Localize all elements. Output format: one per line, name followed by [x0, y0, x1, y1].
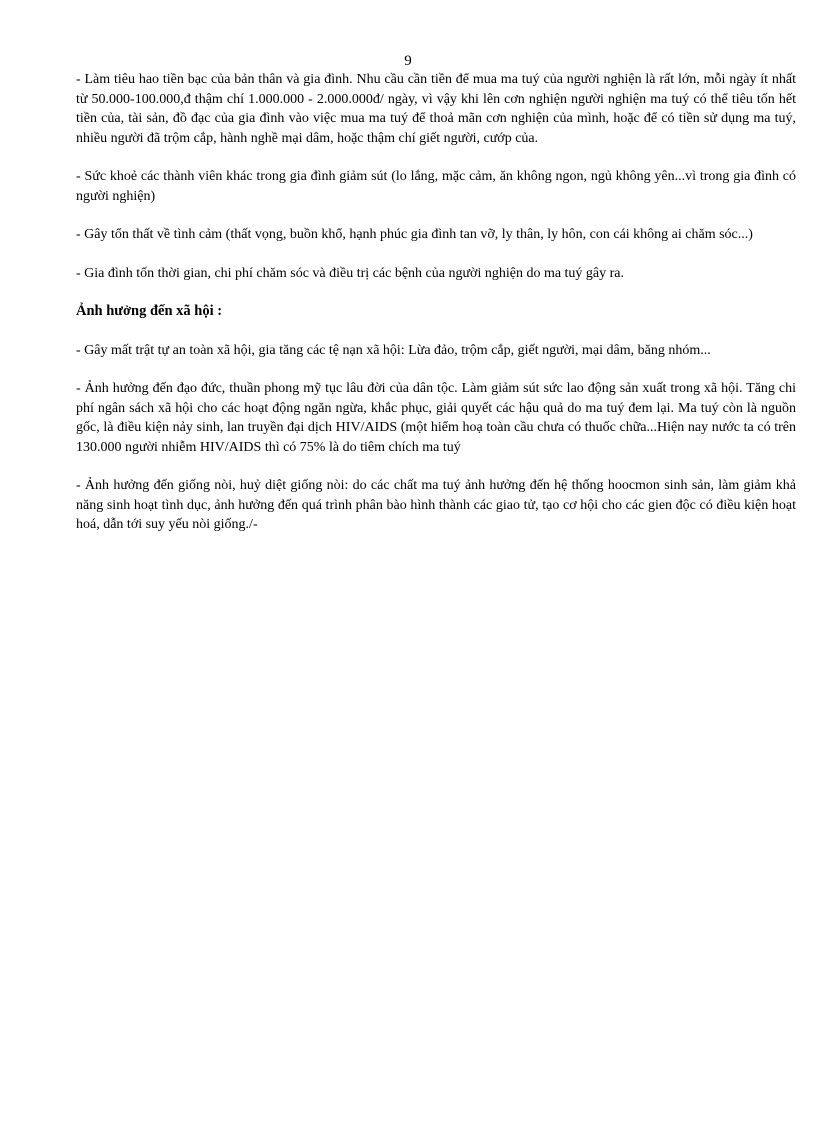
section-heading-social-impact: Ảnh hưởng đến xã hội :: [76, 303, 223, 319]
paragraph-care-cost: - Gia đình tốn thời gian, chi phí chăm sóc và điều trị các bệnh của người nghiện do ma tuý gây ra.: [76, 265, 625, 281]
paragraph-emotional-loss: - Gây tổn thất về tình cảm (thất vọng, buồn khổ, hạnh phúc gia đình tan vỡ, ly thân, ly hôn, con cái không ai chăm sóc...): [76, 227, 753, 242]
paragraph-social-order: - Gây mất trật tự an toàn xã hội, gia tăng các tệ nạn xã hội: Lừa đảo, trộm cắp, giết người, mại dâm, băng nhóm...: [76, 342, 711, 358]
document-body: [76, 70, 796, 554]
page-number: 9: [404, 53, 412, 69]
paragraph-heredity: - Ảnh hưởng đến giống nòi, huỷ diệt giống nòi: do các chất ma tuý ảnh hưởng đến hệ thống hoocmon sinh sản, làm giảm khả năng sinh hoạt tình dục, ảnh hưởng đến quá trình phân bào hình thành các giao tử, tạo cơ hội cho các gien độc có điều kiện hoạt hoá, dẫn tới suy yếu nòi giống./-: [76, 478, 796, 532]
paragraph-morality: - Ảnh hưởng đến đạo đức, thuần phong mỹ tục lâu đời của dân tộc. Làm giảm sút sức lao động sản xuất trong xã hội. Tăng chi phí ngân sách xã hội cho các hoạt động ngăn ngừa, khắc phục, giải quyết các hậu quả do ma tuý đem lại. Ma tuý còn là nguồn gốc, là điều kiện nảy sinh, lan truyền đại dịch HIV/AIDS (một hiểm hoạ toàn cầu chưa có thuốc chữa...Hiện nay nước ta có trên 130.000 người nhiễm HIV/AIDS thì có 75% là do tiêm chích ma tuý: [76, 381, 796, 455]
paragraph-financial-loss: - Làm tiêu hao tiền bạc của bản thân và gia đình. Nhu cầu cần tiền để mua ma tuý của người nghiện là rất lớn, mỗi ngày ít nhất từ 50.000-100.000,đ thậm chí 1.000.000 - 2.000.000đ/ ngày, vì vậy khi lên cơn nghiện người nghiện ma tuý có thể tiêu tốn hết tiền của, tài sản, đồ đạc của gia đình vào việc mua ma tuý để thoả mãn cơn nghiện của mình, hoặc để có tiền sử dụng ma tuý, nhiều người đã trộm cắp, hành nghề mại dâm, hoặc thậm chí giết người, cướp của.: [76, 72, 796, 146]
paragraph-family-health: - Sức khoẻ các thành viên khác trong gia đình giảm sút (lo lắng, mặc cảm, ăn không ngon, ngủ không yên...vì trong gia đình có người nghiện): [76, 169, 796, 204]
